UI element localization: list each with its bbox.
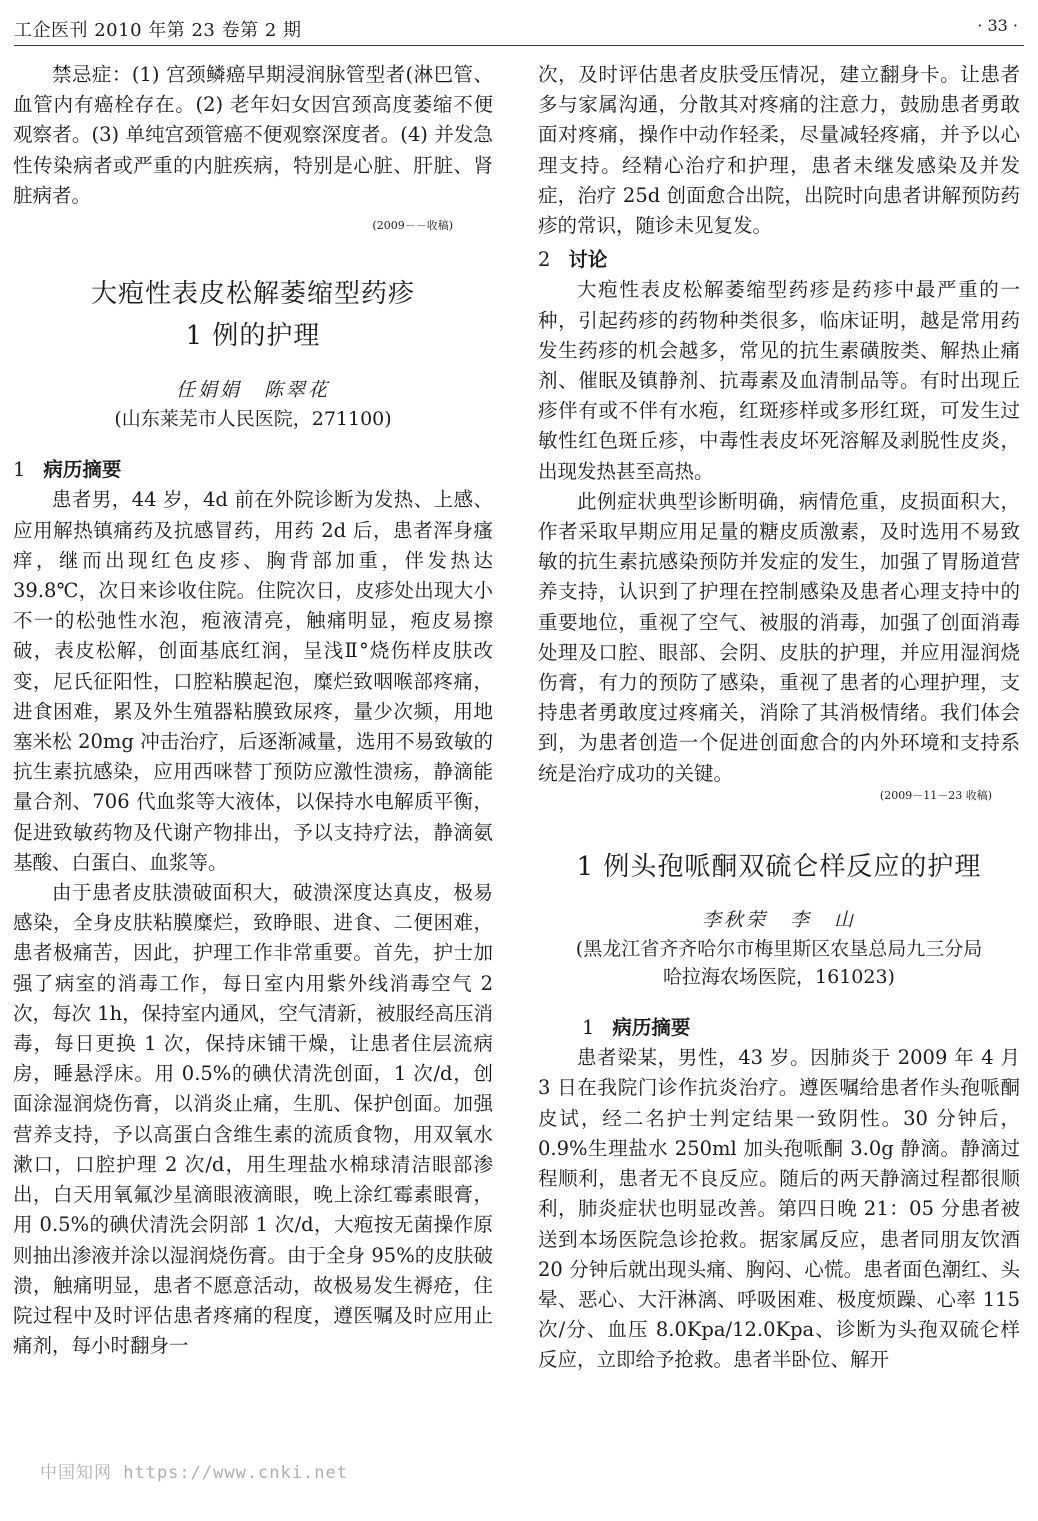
left-column bbox=[13, 60, 493, 1361]
article-title-line-1: 大疱性表皮松解萎缩型药疹 bbox=[90, 279, 415, 310]
contraindication-paragraph: 禁忌症：(1) 宫颈鳞癌早期浸润脉管型者(淋巴管、血管内有癌栓存在。(2) 老年妇女因宫颈高度萎缩不便观察者。(3) 单纯宫颈管癌不便观察深度者。(4) 并发急性传染病者或严重的内脏疾病，特别是心脏、肝脏、肾脏病者。 bbox=[13, 63, 493, 207]
article-authors: 李秋荣 李 山 bbox=[701, 908, 856, 931]
page-header bbox=[14, 12, 1024, 44]
body-paragraph: 患者梁某，男性，43 岁。因肺炎于 2009 年 4 月 3 日在我院门诊作抗炎治疗。遵医嘱给患者作头孢哌酮皮试，经二名护士判定结果一致阴性。30 分钟后，0.9%生理盐水 250ml 加头孢哌酮 3.0g 静滴。静滴过程顺利，患者无不良反应。随后的两天静滴过程都很顺利，肺炎症状也明显改善。第四日晚 21：05 分患者被送到本场医院急诊抢救。据家属反应，患者同朋友饮酒 20 分钟后就出现头痛、胸闷、心慌。患者面色潮红、头晕、恶心、大汗淋漓、呼吸困难、极度烦躁、心率 115 次/分、血压 8.0Kpa/12.0Kpa、诊断为头孢双硫仑样反应，立即给予抢救。患者半卧位、解开 bbox=[538, 1046, 1020, 1372]
affiliation-line-1: (黑龙江省齐齐哈尔市梅里斯区农垦总局九三分局 bbox=[575, 938, 983, 961]
article-authors: 任娟娟 陈翠花 bbox=[175, 379, 330, 402]
affiliation-line-2: 哈拉海农场医院，161023) bbox=[663, 966, 895, 989]
page-number: · 33 · bbox=[977, 16, 1018, 35]
section-heading bbox=[13, 455, 493, 485]
body-paragraph: 由于患者皮肤溃破面积大，破溃深度达真皮，极易感染，全身皮肤粘膜糜烂，致睁眼、进食、二便困难，患者极痛苦，因此，护理工作非常重要。首先，护士加强了病室的消毒工作，每日室内用紫外线消毒空气 2 次，每次 1h，保持室内通风，空气清新，被服经高压消毒，每日更换 1 次，保持床铺干燥，让患者住层流病房，睡悬浮床。用 0.5%的碘伏清洗创面，1 次/d，创面涂湿润烧伤膏，以消炎止痛，生肌、保护创面。加强营养支持，予以高蛋白含维生素的流质食物，用双氧水漱口，口腔护理 2 次/d，用生理盐水棉球清洁眼部渗出，白天用氧氟沙星滴眼液滴眼，晚上涂红霉素眼膏，用 0.5%的碘伏清洗会阴部 1 次/d，大疱按无菌操作原则抽出渗液并涂以湿润烧伤膏。由于全身 95%的皮肤破溃，触痛明显，患者不愿意活动，故极易发生褥疮，住院过程中及时评估患者疼痛的程度，遵医嘱及时应用止痛剂，每小时翻身一 bbox=[13, 881, 493, 1358]
article-title-line-2: 1 例的护理 bbox=[185, 321, 321, 352]
body-paragraph-continued: 次，及时评估患者皮肤受压情况，建立翻身卡。让患者多与家属沟通，分散其对疼痛的注意力，鼓励患者勇敢面对疼痛，操作中动作轻柔，尽量减轻疼痛，并予以心理支持。经精心治疗和护理，患者未继发感染及并发症，治疗 25d 创面愈合出院，出院时向患者讲解预防药疹的常识，随诊未见复发。 bbox=[538, 63, 1020, 238]
body-paragraph: 患者男，44 岁，4d 前在外院诊断为发热、上感、应用解热镇痛药及抗感冒药，用药 2d 后，患者浑身瘙痒，继而出现红色皮疹、胸背部加重，伴发热达 39.8℃，次日来诊收住院。住院次日，皮疹处出现大小不一的松弛性水泡，疱液清亮，触痛明显，疱皮易擦破，表皮松解，创面基底红润，呈浅Ⅱ°烧伤样皮肤改变，尼氏征阳性，口腔粘膜起泡，糜烂致咽喉部疼痛，进食困难，累及外生殖器粘膜致尿疼，量少次频，用地塞米松 20mg 冲击治疗，后逐渐减量，选用不易致敏的抗生素抗感染，应用西咪替丁预防应激性溃疡，静滴能量合剂、706 代血浆等大液体，以保持水电解质平衡，促进致敏药物及代谢产物排出，予以支持疗法，静滴氨基酸、白蛋白、血浆等。 bbox=[13, 488, 493, 874]
received-note: (2009－－收稿) bbox=[372, 219, 453, 233]
section-number: 1 bbox=[582, 1016, 595, 1040]
received-note: (2009－11－23 收稿) bbox=[879, 788, 992, 802]
section-title: 病历摘要 bbox=[43, 458, 122, 482]
header-rule bbox=[14, 45, 1024, 46]
article-affiliation: (山东莱芜市人民医院，271100) bbox=[114, 408, 392, 431]
section-title: 讨论 bbox=[568, 248, 608, 272]
section-number: 1 bbox=[13, 458, 26, 482]
article-affiliation bbox=[538, 935, 1020, 991]
section-heading bbox=[538, 245, 1020, 275]
article-title: 1 例头孢哌酮双硫仑样反应的护理 bbox=[576, 851, 982, 882]
section-number: 2 bbox=[538, 248, 551, 272]
section-title: 病历摘要 bbox=[612, 1016, 691, 1040]
section-heading bbox=[538, 1013, 1020, 1043]
cnki-watermark: 中国知网 https://www.cnki.net bbox=[40, 1463, 348, 1483]
right-column bbox=[538, 60, 1020, 1376]
journal-name: 工企医刊 2010 年第 23 卷第 2 期 bbox=[14, 20, 302, 41]
body-paragraph: 大疱性表皮松解萎缩型药疹是药疹中最严重的一种，引起药疹的药物种类很多，临床证明，越是常用药发生药疹的机会越多，常见的抗生素磺胺类、解热止痛剂、催眠及镇静剂、抗毒素及血清制品等。有时出现丘疹伴有或不伴有水疱，红斑疹样或多形红斑，可发生过敏性红色斑丘疹，中毒性表皮坏死溶解及剥脱性皮炎，出现发热甚至高热。 bbox=[538, 278, 1020, 483]
body-paragraph: 此例症状典型诊断明确，病情危重，皮损面积大，作者采取早期应用足量的糖皮质激素，及时选用不易致敏的抗生素抗感染预防并发症的发生，加强了胃肠道营养支持，认识到了护理在控制感染及患者心理支持中的重要地位，重视了空气、被服的消毒，加强了创面消毒处理及口腔、眼部、会阴、皮肤的护理，并应用湿润烧伤膏，有力的预防了感染，重视了患者的心理护理，支持患者勇敢度过疼痛关，消除了其消极情绪。我们体会到，为患者创造一个促进创面愈合的内外环境和支持系统是治疗成功的关键。 bbox=[538, 489, 1020, 785]
article-title bbox=[13, 273, 493, 357]
